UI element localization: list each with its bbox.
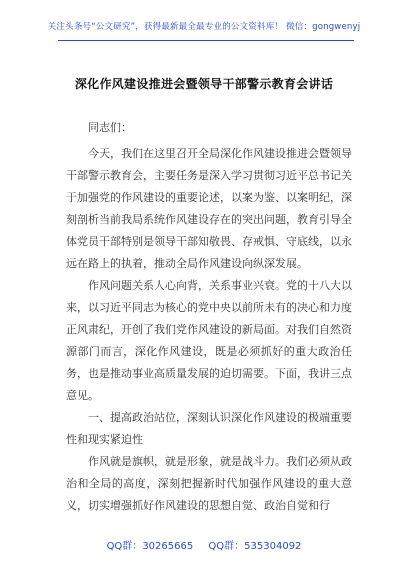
paragraph-1: 今天，我们在这里召开全局深化作风建设推进会暨领导干部警示教育会，主要任务是深入学习贯彻习近平总书记关于加强党的作风建设的重要论述，以案为鉴、以案明纪，深刻剖析当前我局系统作风建设存在的突出问题，教育引导全体党员干部特别是领导干部知敬畏、存戒惧、守底线，以永远在路上的执着，推动全局作风建设向纵深发展。 bbox=[66, 147, 352, 270]
header-notice: 关注头条号“公文研究”，获得最新最全最专业的公文资料库！ 微信：gongwenyj bbox=[47, 22, 361, 32]
qq-number-1: 30265665 bbox=[142, 541, 194, 552]
qq-label-1: QQ群： bbox=[106, 541, 143, 552]
header-divider bbox=[58, 40, 354, 41]
qq-group-1 bbox=[107, 541, 194, 552]
qq-number-2: 535304092 bbox=[244, 541, 302, 552]
paragraph-2: 作风问题关系人心向背，关系事业兴衰。党的十八大以来，以习近平同志为核心的党中央以前所未有的决心和力度正风肃纪，开创了我们党作风建设的新局面。对我们自然资源部门而言，深化作风建设，既是必须抓好的重大政治任务，也是推动事业高质量发展的迫切需要。下面，我讲三点意见。 bbox=[66, 279, 352, 402]
document-title: 深化作风建设推进会暨领导干部警示教育会讲话 bbox=[74, 77, 334, 91]
paragraph-3: 作风就是旗帜，就是形象，就是战斗力。我们必须从政治和全局的高度，深刻把握新时代加强作风建设的重大意义，切实增强抓好作风建设的思想自觉、政治自觉和行 bbox=[66, 455, 352, 512]
qq-label-2: QQ群： bbox=[208, 541, 245, 552]
qq-group-2 bbox=[208, 541, 301, 552]
section-heading-1: 一、提高政治站位，深刻认识深化作风建设的极端重要性和现实紧迫性 bbox=[66, 411, 352, 446]
footer-qq-groups bbox=[0, 537, 408, 552]
salutation: 同志们： bbox=[88, 121, 132, 134]
document-body bbox=[66, 117, 352, 517]
